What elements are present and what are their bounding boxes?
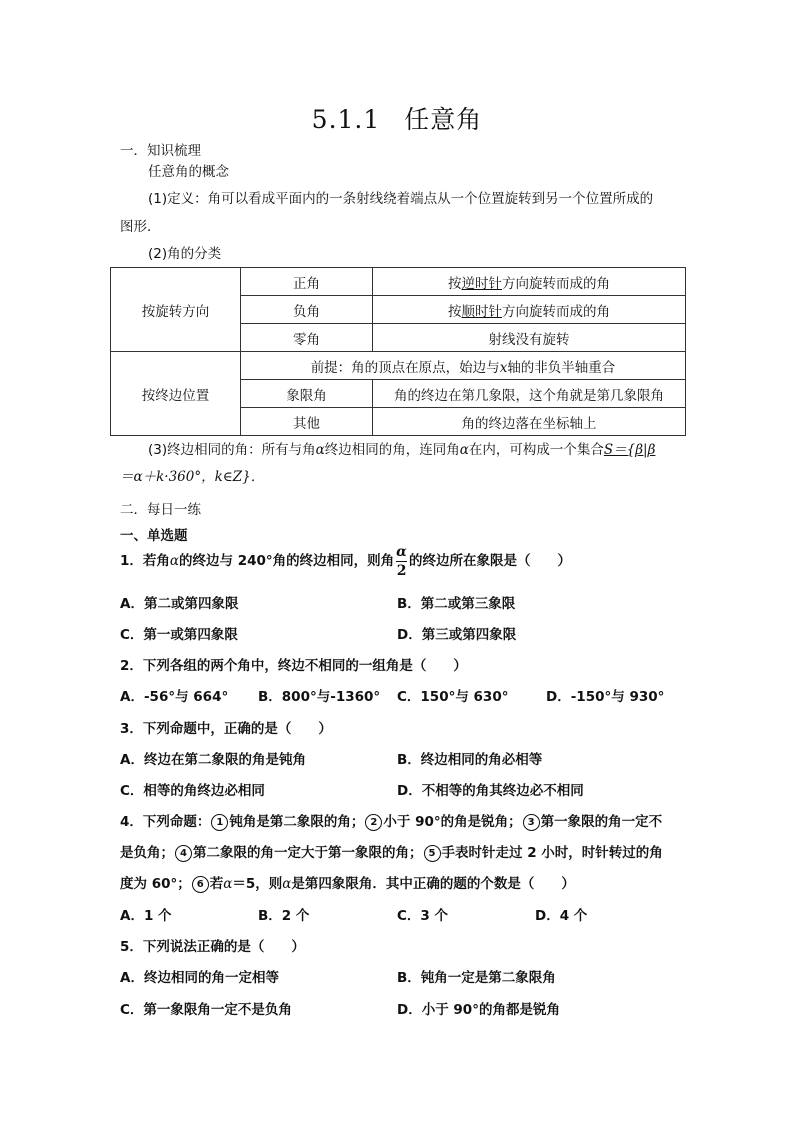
question-4-line1: 4．下列命题： 1 钝角是第二象限的角； 2 小于 90°的角是锐角； 3 第一象限的角一定不 — [120, 814, 663, 830]
circled-number: 3 — [523, 814, 540, 831]
circled-number: 4 — [175, 845, 192, 862]
title-text: 任意角 — [404, 105, 483, 134]
q3-option-c: C．相等的角终边必相同 — [120, 783, 265, 799]
q4-option-b: B．2 个 — [258, 908, 310, 924]
circled-number: 6 — [192, 876, 209, 893]
question-4-line3: 度为 60°； 6 若α＝5，则α是第四象限角．其中正确的题的个数是（ ） — [120, 876, 575, 892]
title-number: 5.1.1 — [311, 105, 381, 134]
table-row — [111, 268, 686, 296]
row-desc: 射线没有旋转 — [373, 324, 686, 352]
question-3: 3．下列命题中，正确的是（ ） — [120, 721, 332, 737]
definition-line2: 图形． — [120, 219, 161, 235]
section2-heading: 二．每日一练 — [120, 502, 201, 518]
q2-option-c: C．150°与 630° — [397, 689, 509, 705]
question-4-line2: 是负角； 4 第二象限的角一定大于第一象限的角； 5 手表时针走过 2 小时，时针转过的角 — [120, 845, 663, 861]
q1-option-b: B．第二或第三象限 — [397, 596, 516, 612]
question-5: 5．下列说法正确的是（ ） — [120, 939, 305, 955]
definition-line1: (1)定义：角可以看成平面内的一条射线绕着端点从一个位置旋转到另一个位置所成的 — [148, 191, 654, 207]
q4-option-d: D．4 个 — [535, 908, 588, 924]
circled-number: 5 — [424, 845, 441, 862]
circled-number: 1 — [211, 814, 228, 831]
q3-option-a: A．终边在第二象限的角是钝角 — [120, 752, 306, 768]
row-desc: 角的终边在第几象限，这个角就是第几象限角 — [373, 380, 686, 408]
fraction-alpha-over-2: $\frac{\alpha}{2}$ — [396, 543, 407, 579]
q2-option-b: B．800°与-1360° — [258, 689, 381, 705]
section1-heading: 一．知识梳理 — [120, 143, 201, 159]
row-desc: 角的终边落在坐标轴上 — [373, 408, 686, 436]
circled-number: 2 — [365, 814, 382, 831]
coterminal-line1: (3)终边相同的角：所有与角α终边相同的角，连同角α在内，可构成一个集合S＝{β|β — [148, 442, 656, 458]
page-title — [0, 100, 794, 136]
row-name: 象限角 — [241, 380, 373, 408]
q1-option-a: A．第二或第四象限 — [120, 596, 239, 612]
premise: 前提：角的顶点在原点，始边与x轴的非负半轴重合 — [241, 352, 686, 380]
single-choice-heading: 一、单选题 — [120, 528, 188, 544]
table-row — [111, 352, 686, 380]
section1-subheading: 任意角的概念 — [148, 164, 229, 180]
q5-option-c: C．第一象限角一定不是负角 — [120, 1002, 292, 1018]
question-1: 1．若角α的终边与 240°角的终边相同，则角 $\frac{\alpha}{2}$ 的终边所在象限是（ ） — [120, 543, 571, 579]
row-name: 零角 — [241, 324, 373, 352]
classification-heading: (2)角的分类 — [148, 246, 222, 262]
row-desc: 按逆时针方向旋转而成的角 — [373, 268, 686, 296]
q5-option-d: D．小于 90°的角都是锐角 — [397, 1002, 560, 1018]
q5-option-b: B．钝角一定是第二象限角 — [397, 970, 556, 986]
q3-option-b: B．终边相同的角必相等 — [397, 752, 543, 768]
q2-option-d: D．-150°与 930° — [546, 689, 665, 705]
coterminal-line2: ＝α＋k·360°，k∈Z}． — [120, 469, 265, 485]
row-name: 负角 — [241, 296, 373, 324]
q2-option-a: A．-56°与 664° — [120, 689, 229, 705]
question-2: 2．下列各组的两个角中，终边不相同的一组角是（ ） — [120, 658, 467, 674]
row-name: 正角 — [241, 268, 373, 296]
row-desc: 按顺时针方向旋转而成的角 — [373, 296, 686, 324]
group-rotation: 按旋转方向 — [111, 268, 241, 352]
q1-option-c: C．第一或第四象限 — [120, 627, 238, 643]
q4-option-c: C．3 个 — [397, 908, 449, 924]
q3-option-d: D．不相等的角其终边必不相同 — [397, 783, 584, 799]
q5-option-a: A．终边相同的角一定相等 — [120, 970, 279, 986]
angle-classification-table — [110, 267, 686, 436]
row-name: 其他 — [241, 408, 373, 436]
group-terminal: 按终边位置 — [111, 352, 241, 436]
q4-option-a: A．1 个 — [120, 908, 172, 924]
q1-option-d: D．第三或第四象限 — [397, 627, 517, 643]
